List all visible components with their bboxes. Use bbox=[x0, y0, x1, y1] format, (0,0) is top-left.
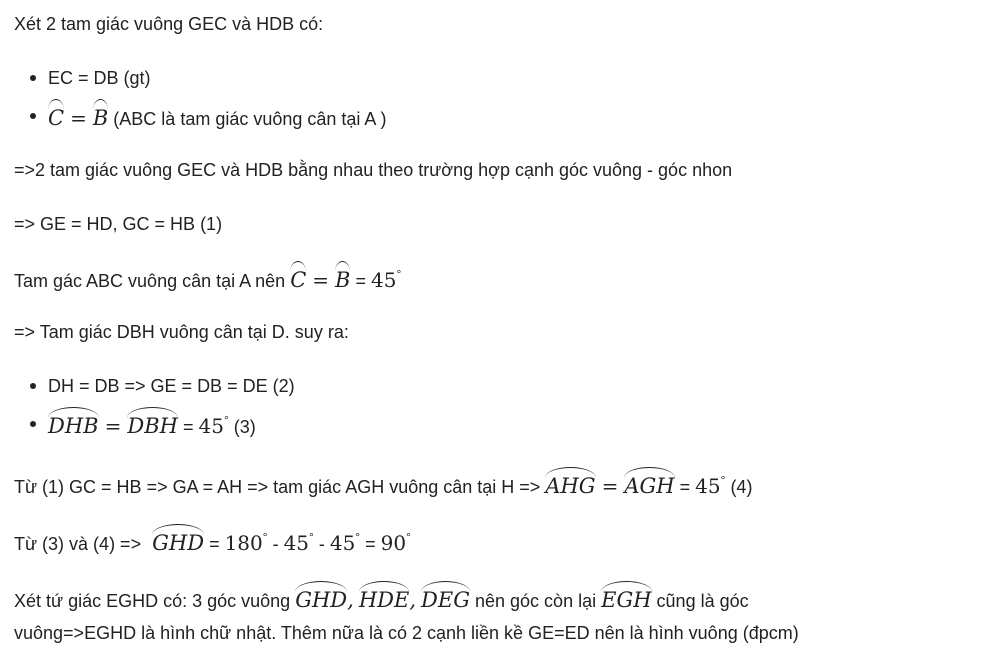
degree-sign: ° bbox=[720, 473, 726, 487]
angle-c: C bbox=[48, 102, 64, 130]
angle-value: 45 bbox=[198, 414, 224, 438]
bullet-dot bbox=[30, 75, 36, 81]
equals-sign: = bbox=[601, 474, 619, 498]
angle-b: B bbox=[335, 264, 350, 292]
bullet-dh-db: DH = DB => GE = DB = DE (2) bbox=[48, 376, 295, 396]
dbh-statement: => Tam giác DBH vuông cân tại D. suy ra: bbox=[14, 322, 349, 342]
statement-text: Từ (3) và (4) => bbox=[14, 534, 142, 554]
equals-sign: = bbox=[104, 414, 122, 438]
angle-deg: DEG bbox=[421, 584, 470, 612]
equals-sign: = bbox=[312, 268, 330, 292]
equals-sign: = bbox=[679, 477, 696, 497]
degree-sign: ° bbox=[355, 530, 361, 544]
bullet-note: (ABC là tam giác vuông cân tại A ) bbox=[113, 109, 387, 129]
equals-sign: = bbox=[209, 534, 225, 554]
angle-value: 45 bbox=[283, 531, 310, 555]
angle-b: B bbox=[93, 102, 108, 130]
intro-text: Xét 2 tam giác vuông GEC và HDB có: bbox=[14, 14, 324, 34]
angle-hde: HDE bbox=[359, 584, 409, 612]
degree-sign: ° bbox=[309, 530, 314, 544]
equals-sign: = bbox=[70, 106, 87, 130]
angle-dhb: DHB bbox=[48, 410, 99, 438]
bullet-angle-dhb bbox=[48, 410, 256, 439]
bullet-dot bbox=[30, 421, 36, 427]
angle-value: 45 bbox=[371, 268, 397, 292]
degree-sign: ° bbox=[262, 530, 268, 544]
comma: , bbox=[347, 588, 354, 612]
bullet-angle-c-b bbox=[48, 102, 386, 131]
angle-egh: EGH bbox=[601, 584, 651, 612]
egh-statement bbox=[14, 584, 749, 613]
degree-sign: ° bbox=[223, 413, 229, 427]
bullet-dot bbox=[30, 383, 36, 389]
statement-text: Từ (1) GC = HB => GA = AH => tam giác AGH vuông cân tại H => bbox=[14, 477, 541, 497]
agh-statement bbox=[14, 470, 752, 499]
degree-sign: ° bbox=[396, 267, 402, 281]
conclusion-equalities: => GE = HD, GC = HB (1) bbox=[14, 214, 223, 234]
minus-sign: - bbox=[313, 534, 330, 554]
angle-ghd: GHD bbox=[295, 584, 347, 612]
degree-sign: ° bbox=[406, 530, 411, 544]
minus-sign: - bbox=[267, 534, 284, 554]
statement-text: cũng là góc bbox=[656, 591, 749, 611]
angle-c: C bbox=[290, 264, 306, 292]
statement-text: Xét tứ giác EGHD có: 3 góc vuông bbox=[14, 591, 291, 611]
angle-value: 180 bbox=[224, 531, 263, 555]
isosceles-right-statement bbox=[14, 264, 401, 293]
reference-number: (3) bbox=[233, 417, 256, 437]
ghd-calculation bbox=[14, 527, 411, 556]
final-conclusion: vuông=>EGHD là hình chữ nhật. Thêm nữa là có 2 cạnh liền kề GE=ED nên là hình vuông (đpcm) bbox=[14, 623, 799, 643]
bullet-dot bbox=[30, 113, 36, 119]
comma: , bbox=[409, 588, 417, 612]
angle-dbh: DBH bbox=[127, 410, 178, 438]
equals-sign: = bbox=[182, 417, 199, 437]
statement-text: Tam gác ABC vuông cân tại A nên bbox=[14, 271, 286, 291]
angle-ghd: GHD bbox=[152, 527, 204, 555]
angle-agh: AGH bbox=[624, 470, 674, 498]
equals-sign: = bbox=[360, 534, 381, 554]
angle-ahg: AHG bbox=[545, 470, 595, 498]
equals-sign: = bbox=[355, 271, 372, 291]
statement-text: nên góc còn lại bbox=[475, 591, 597, 611]
angle-value: 45 bbox=[695, 474, 721, 498]
reference-number: (4) bbox=[730, 477, 753, 497]
angle-value: 45 bbox=[329, 531, 356, 555]
conclusion-congruent: =>2 tam giác vuông GEC và HDB bằng nhau theo trường hợp cạnh góc vuông - góc nhon bbox=[14, 160, 733, 180]
angle-value: 90 bbox=[380, 531, 407, 555]
bullet-ec-db: EC = DB (gt) bbox=[48, 68, 151, 88]
